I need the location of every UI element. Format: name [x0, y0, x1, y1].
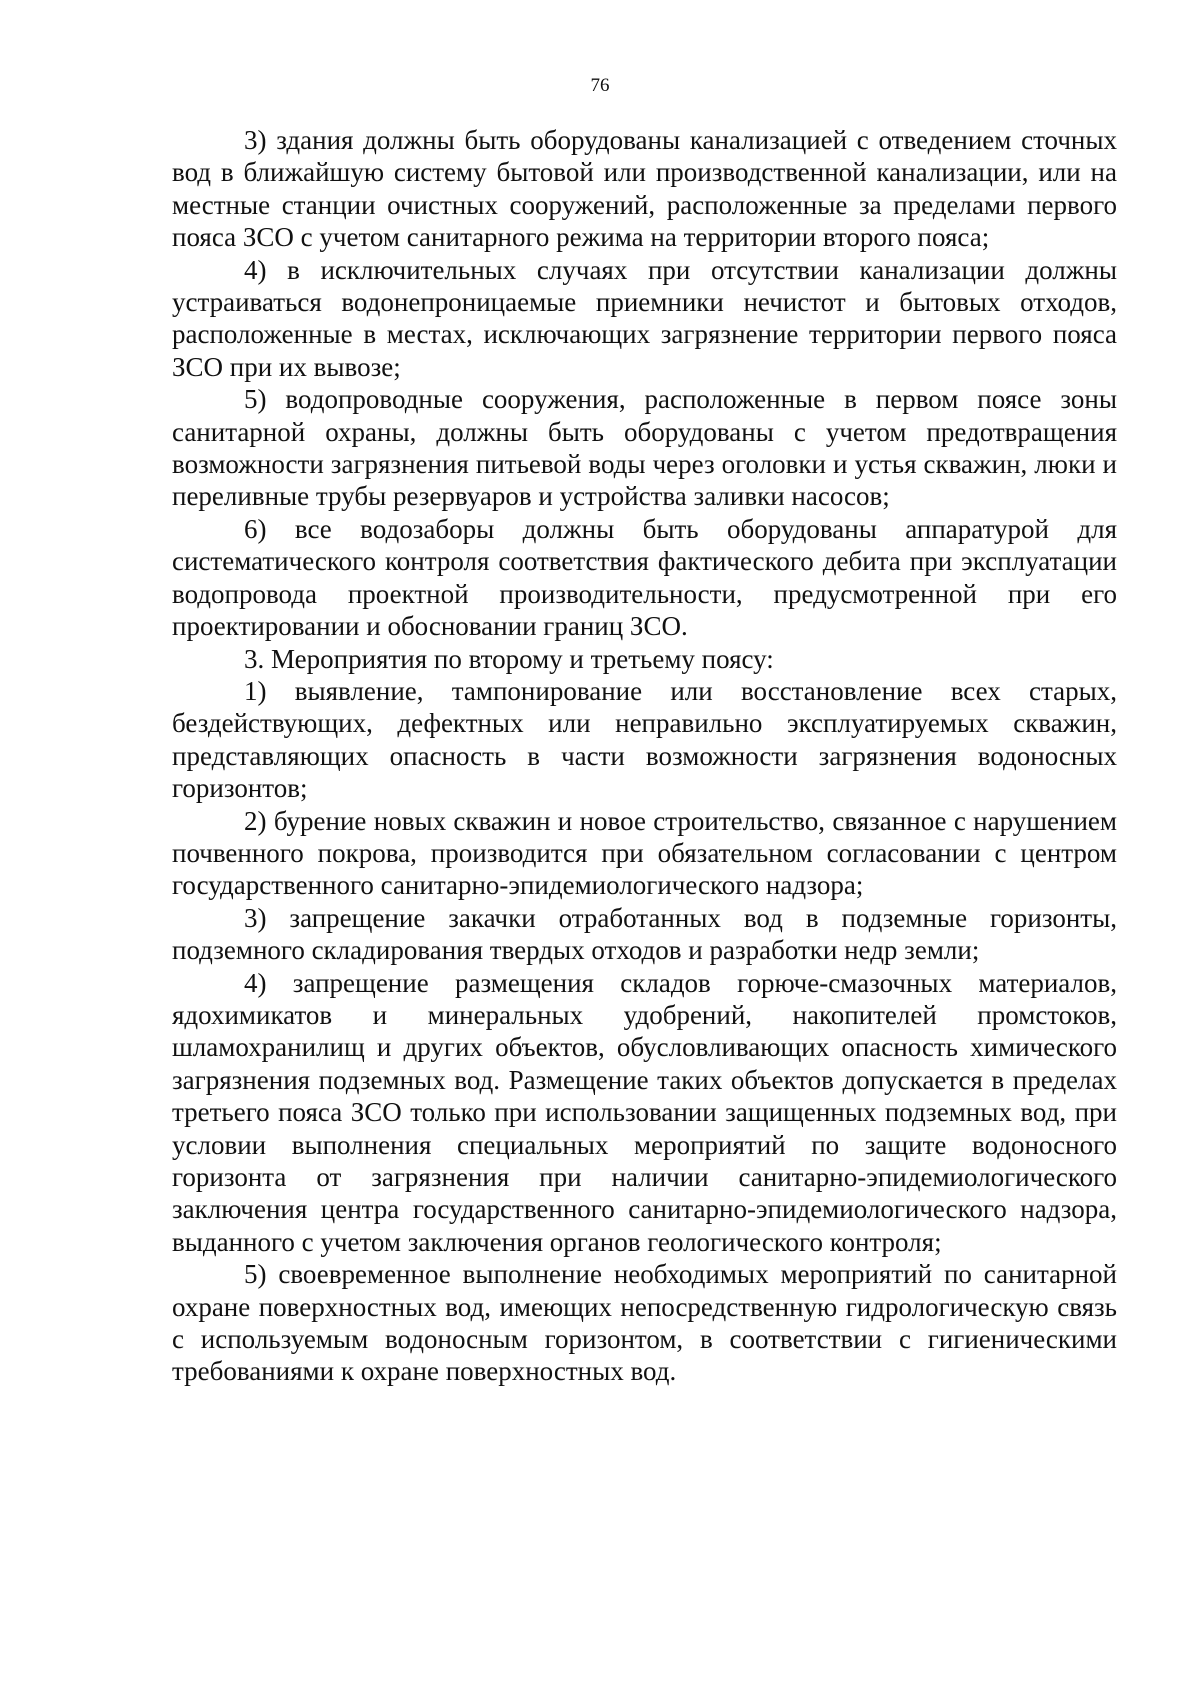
document-body: [172, 124, 1117, 1388]
paragraph-item-6-first-belt: 6) все водозаборы должны быть оборудованы аппаратурой для систематического контроля соответствия фактического дебита при эксплуатации водопровода проектной производительности, предусмотренной при его проектировании и обосновании границ ЗСО.: [172, 513, 1117, 642]
section-heading-second-third-belt: 3. Мероприятия по второму и третьему поясу:: [244, 643, 774, 674]
paragraph-item-2-second-belt: 2) бурение новых скважин и новое строительство, связанное с нарушением почвенного покрова, производится при обязательном согласовании с центром государственного санитарно-эпидемиологического надзора;: [172, 805, 1117, 901]
page-number: 76: [590, 75, 610, 96]
paragraph-item-3-second-belt: 3) запрещение закачки отработанных вод в подземные горизонты, подземного складирования твердых отходов и разработки недр земли;: [172, 902, 1117, 966]
paragraph-item-3-first-belt: 3) здания должны быть оборудованы канализацией с отведением сточных вод в ближайшую систему бытовой или производственной канализации, или на местные станции очистных сооружений, расположенные за пределами первого пояса ЗСО с учетом санитарного режима на территории второго пояса;: [172, 125, 1117, 253]
paragraph-item-4-second-belt: 4) запрещение размещения складов горюче-смазочных материалов, ядохимикатов и минеральных удобрений, накопителей промстоков, шламохранилищ и других объектов, обусловливающих опасность химического загрязнения подземных вод. Размещение таких объектов допускается в пределах третьего пояса ЗСО только при использовании защищенных подземных вод, при условии выполнения специальных мероприятий по защите водоносного горизонта от загрязнения при наличии санитарно-эпидемиологического заключения центра государственного санитарно-эпидемиологического надзора, выданного с учетом заключения органов геологического контроля;: [172, 967, 1117, 1257]
paragraph-item-5-second-belt: 5) своевременное выполнение необходимых мероприятий по санитарной охране поверхностных вод, имеющих непосредственную гидрологическую связь с используемым водоносным горизонтом, в соответствии с гигиеническими требованиями к охране поверхностных вод.: [172, 1259, 1117, 1387]
paragraph-item-1-second-belt: 1) выявление, тампонирование или восстановление всех старых, бездействующих, дефектных или неправильно эксплуатируемых скважин, представляющих опасность в части возможности загрязнения водоносных горизонтов;: [172, 675, 1117, 804]
paragraph-item-5-first-belt: 5) водопроводные сооружения, расположенные в первом поясе зоны санитарной охраны, должны быть оборудованы с учетом предотвращения возможности загрязнения питьевой воды через оголовки и устья скважин, люки и переливные трубы резервуаров и устройства заливки насосов;: [172, 384, 1117, 512]
paragraph-item-4-first-belt: 4) в исключительных случаях при отсутствии канализации должны устраиваться водонепроницаемые приемники нечистот и бытовых отходов, расположенные в местах, исключающих загрязнение территории первого пояса ЗСО при их вывозе;: [172, 254, 1117, 382]
